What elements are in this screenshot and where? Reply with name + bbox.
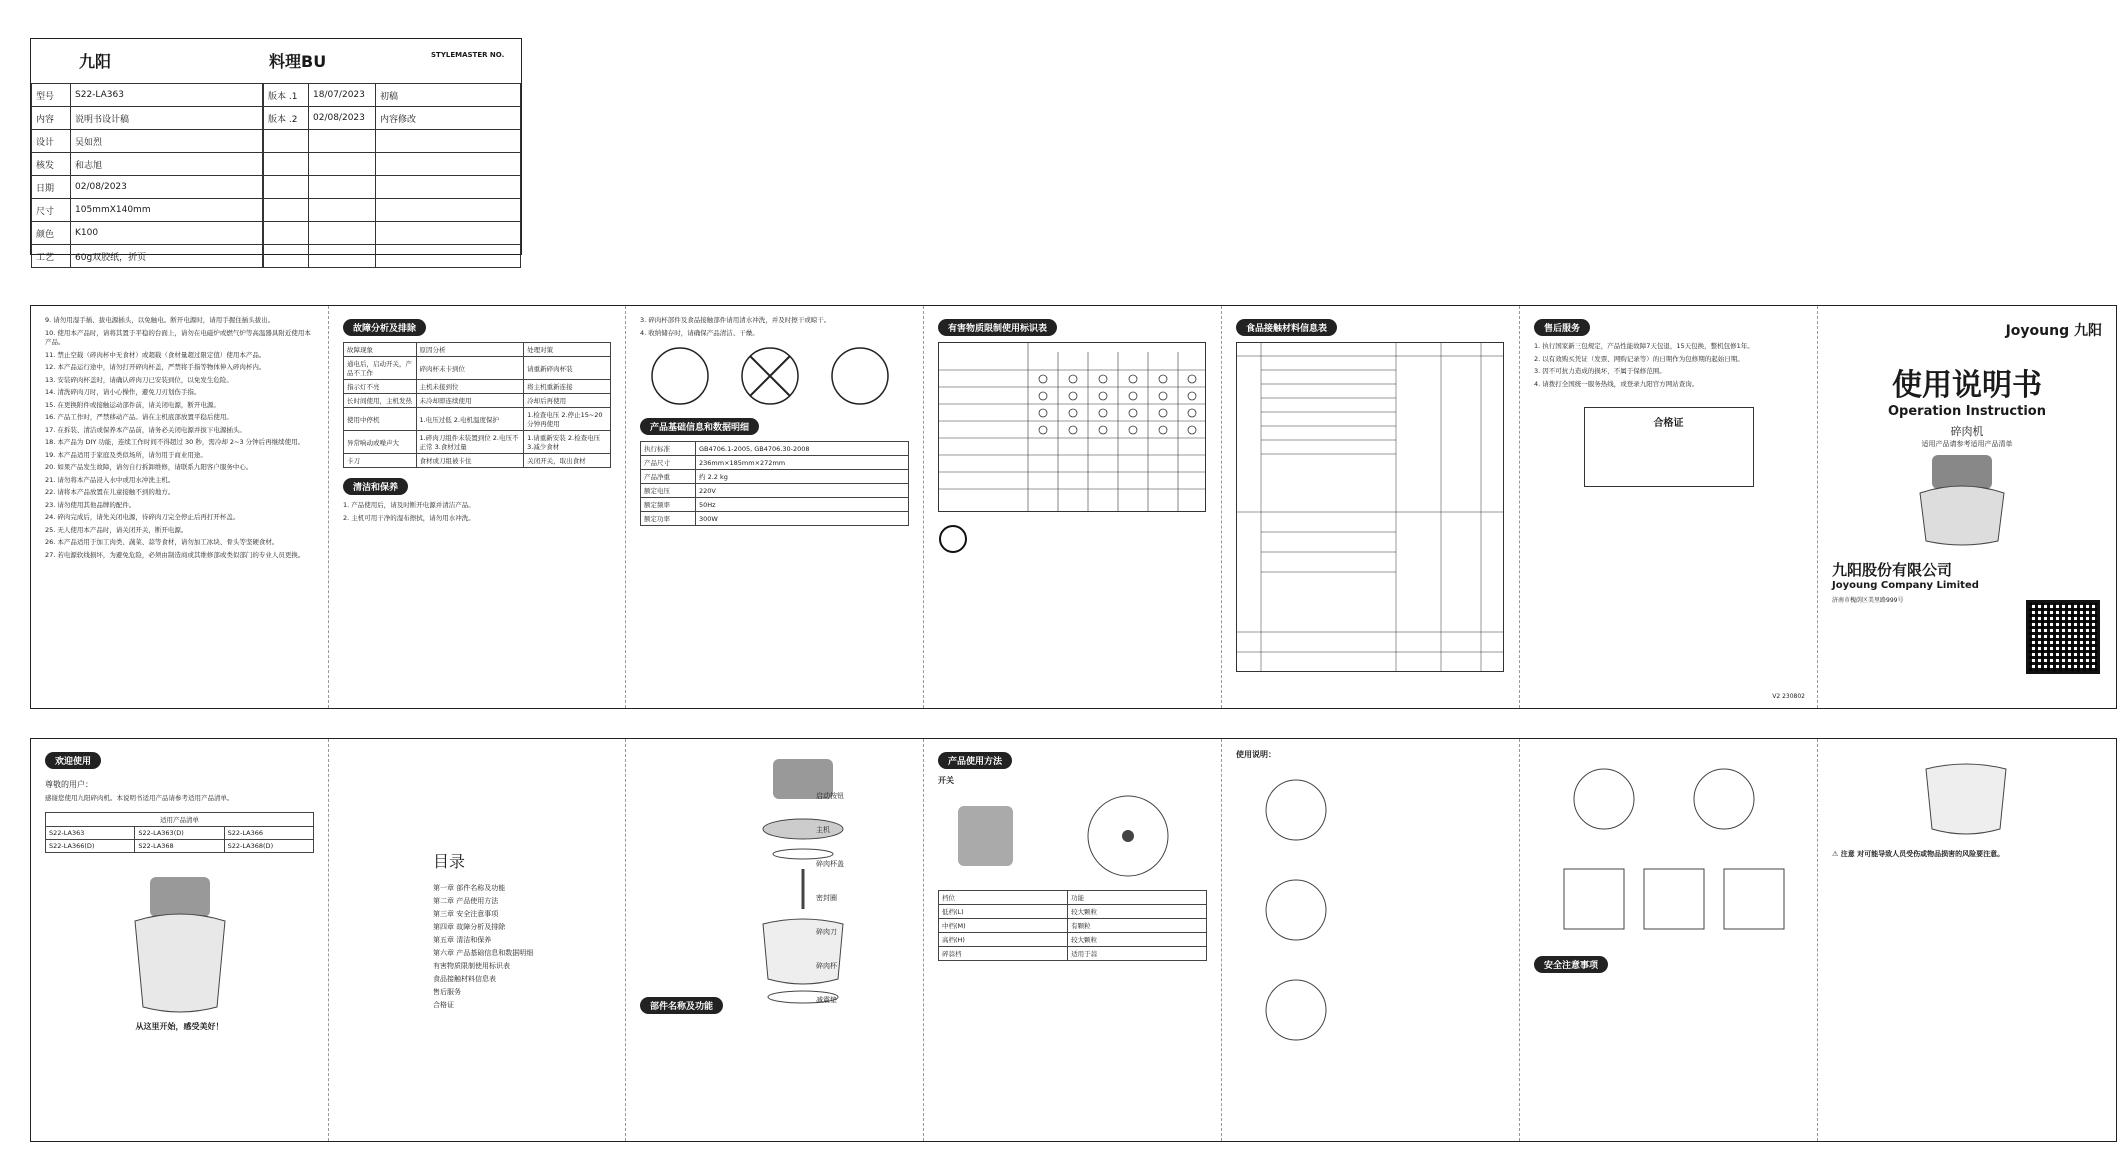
exploded-diagram xyxy=(728,749,898,1009)
company-en: Joyoung Company Limited xyxy=(1832,580,1979,591)
welcome-thanks: 从这里开始，感受美好！ xyxy=(135,1021,224,1031)
spec-label: 尺寸 xyxy=(32,199,71,222)
params-value: 236mm×185mm×272mm xyxy=(696,456,909,470)
switch-label: 开关 xyxy=(938,776,954,785)
fault-cell: 长时间使用，主机发热 xyxy=(344,394,417,408)
bottom-strip xyxy=(30,738,2117,1142)
spec-department: 料理BU xyxy=(269,52,327,71)
spec-table-right xyxy=(263,83,521,268)
warning-icon: ⚠ xyxy=(1832,850,1839,858)
service-title: 售后服务 xyxy=(1534,319,1590,336)
spec-brand: 九阳 xyxy=(79,52,112,71)
panel-usage xyxy=(924,739,1222,1141)
params-value: 约 2.2 kg xyxy=(696,470,909,484)
params-value: 300W xyxy=(696,512,909,526)
top-strip xyxy=(30,305,2117,709)
blade-illustration xyxy=(1832,749,2100,839)
params-title: 产品基础信息和数据明细 xyxy=(640,418,759,435)
spec-value: K100 xyxy=(71,222,263,245)
speed-cell: 中档(M) xyxy=(939,919,1068,933)
toc-title: 目录 xyxy=(433,852,466,871)
operation-illustration xyxy=(1534,749,1802,949)
warning-text: 注意 对可能导致人员受伤或物品损害的风险要注意。 xyxy=(1840,850,2005,858)
fault-cell: 食材或刀组被卡住 xyxy=(416,454,524,468)
spec-table-left xyxy=(31,83,263,268)
panel-hazard xyxy=(924,306,1222,708)
speed-cell: 适用于蒜 xyxy=(1068,947,1207,961)
doc-code: V2 230802 xyxy=(1772,693,1805,700)
spec-label: 内容 xyxy=(32,107,71,130)
toc-item[interactable]: 第三章 安全注意事项 xyxy=(433,910,499,918)
toc-item[interactable]: 售后服务 xyxy=(433,988,461,996)
toc-item[interactable]: 第一章 部件名称及功能 xyxy=(433,884,506,892)
panel-welcome: 欢迎使用 尊敬的用户： 感谢您使用九阳碎肉机。本说明书适用产品请参考适用产品清单。 适用产品清单 S22-LA363 S22-LA363(D) S22-LA366 S22-LA366(D) S22-LA368 S22-LA368(D) 从这里开始，感受美好！ xyxy=(31,739,329,1141)
fault-cell: 通电后，启动开关，产品不工作 xyxy=(344,357,417,380)
speed-cell: 低档(L) xyxy=(939,905,1068,919)
qr-code-icon xyxy=(2026,600,2100,674)
panel-service: 售后服务 1. 执行国家新三包规定，产品性能故障7天包退，15天包换，整机包修1年。 2. 以有效购买凭证（发票、网购记录等）的日期作为包修期的起始日期。 3. 因不可抗力造成的损坏，不属于保修范围。 4. 请拨打全国统一服务热线，或登录九阳官方网站查询。 合格证 V2 230802 xyxy=(1520,306,1818,708)
panel-params: 3. 碎肉杯部件及食品接触部件请用清水冲洗，并及时擦干或晾干。 4. 收纳储存时，请确保产品清洁、干燥。 产品基础信息和数据明细 执行标准 GB4706.1-2005, GB4706.30-2008 产品尺寸 236mm×185mm×272mm 产品净重 约 2.2 kg 额定电压 220V 额定频率 50Hz 额定功率 300W xyxy=(626,306,924,708)
fault-cell: 请重新碎肉杯装 xyxy=(524,357,611,380)
speed-header: 档位 xyxy=(939,891,1068,905)
part-label: 碎肉杯盖 xyxy=(816,860,844,868)
company-cn: 九阳股份有限公司 xyxy=(1832,561,1953,579)
spec-stylemaster: STYLEMASTER NO. xyxy=(431,51,505,59)
spec-value: S22-LA363 xyxy=(71,84,263,107)
fault-cell: 关闭开关，取出食材 xyxy=(524,454,611,468)
toc-item[interactable]: 第五章 清洁和保养 xyxy=(433,936,492,944)
model-cell: S22-LA368 xyxy=(135,839,224,852)
cover-product: 碎肉机 xyxy=(1950,425,1984,438)
spec-label: 工艺 xyxy=(32,245,71,268)
fault-header: 故障现象 xyxy=(344,343,417,357)
part-label: 减震垫 xyxy=(816,996,837,1004)
cover-en: Operation Instruction xyxy=(1887,404,2046,419)
speed-header: 功能 xyxy=(1068,891,1207,905)
params-label: 额定电压 xyxy=(641,484,696,498)
params-label: 产品尺寸 xyxy=(641,456,696,470)
version-date: 18/07/2023 xyxy=(309,84,376,107)
clean-illustrations xyxy=(640,341,900,411)
eco-mark-icon xyxy=(938,524,968,554)
params-value: GB4706.1-2005, GB4706.30-2008 xyxy=(696,442,909,456)
food-title: 食品接触材料信息表 xyxy=(1236,319,1337,336)
part-label: 启动按钮 xyxy=(816,792,844,800)
spec-label: 型号 xyxy=(32,84,71,107)
speed-table xyxy=(938,890,1207,961)
model-cell: S22-LA368(D) xyxy=(224,839,313,852)
panel-toc xyxy=(329,739,626,1141)
cover-title: 使用说明书 xyxy=(1892,368,2042,403)
usage-steps-label: 使用说明： xyxy=(1236,750,1276,759)
params-label: 执行标准 xyxy=(641,442,696,456)
spec-value: 02/08/2023 xyxy=(71,176,263,199)
clean-title: 清洁和保养 xyxy=(343,478,408,495)
panel-fault: 故障分析及排除 故障现象 原因分析 处理对策 通电后，启动开关，产品不工作 碎肉杯未卡到位 请重新碎肉杯装 指示灯不亮 主机未接到位 将主机重新连接 长时间使用，主机发热 未冷却即连续使用 冷却后再使用 使用中停机 1.电压过低 2.电机温度保护 1.检查电压 2.停止15~20分钟再使用 异常响动或噪声大 1.碎肉刀组件未装置到位 2.电压不正常 3.食材过量 1.请重新安装 2.检查电压 3.减少食材 卡刀 食材或刀组被卡住 关闭开关，取出食材 清洁和保养 1. 产品使用后，请及时断开电源并清洁产品。 2. 主机可用干净的湿布擦拭，请勿用水冲洗。 xyxy=(329,306,626,708)
models-header: 适用产品清单 xyxy=(46,812,314,826)
fault-header: 原因分析 xyxy=(416,343,524,357)
part-label: 主机 xyxy=(816,826,830,834)
panel-safety-intro xyxy=(1520,739,1818,1141)
panel-warnings xyxy=(1818,739,2116,1141)
cover-models: 适用产品请参考适用产品清单 xyxy=(1921,440,2013,448)
fault-cell: 碎肉杯未卡到位 xyxy=(416,357,524,380)
parts-title: 部件名称及功能 xyxy=(640,997,723,1014)
fault-cell: 1.检查电压 2.停止15~20分钟再使用 xyxy=(524,408,611,431)
speed-cell: 有颗粒 xyxy=(1068,919,1207,933)
part-label: 碎肉刀 xyxy=(816,928,837,936)
version-date: 02/08/2023 xyxy=(309,107,376,130)
spec-value: 105mmX140mm xyxy=(71,199,263,222)
speed-cell: 较大颗粒 xyxy=(1068,933,1207,947)
fault-cell: 冷却后再使用 xyxy=(524,394,611,408)
hazard-table-grid xyxy=(938,342,1206,512)
spec-value: 吴如烈 xyxy=(71,130,263,153)
cover-brand: Joyoung 九阳 xyxy=(2005,323,2102,339)
warning-note xyxy=(1832,849,2102,859)
models-table xyxy=(45,812,314,853)
model-cell: S22-LA363(D) xyxy=(135,826,224,839)
model-cell: S22-LA366 xyxy=(224,826,313,839)
model-cell: S22-LA366(D) xyxy=(46,839,135,852)
toc-item[interactable]: 食品接触材料信息表 xyxy=(433,975,496,983)
version-note: 内容修改 xyxy=(376,107,521,130)
panel-notes: 9. 请勿用湿手插、拔电源插头，以免触电。断开电源时，请用手握住插头拔出。 10. 使用本产品时，请将其置于平稳的台面上，请勿在电磁炉或燃气炉等高温器具附近使用本产品。 11. 禁止空载（碎肉杯中无食材）或超载（食材量超过限定值）使用本产品。 12. 本产品运行途中，请勿打开碎肉杯盖，严禁将手指等物体伸入碎肉杯内。 13. 安装碎肉杯盖时，请确认碎肉刀已安装到位，以免发生危险。 14. 清洗碎肉刀时，请小心操作，避免刀刃划伤手指。 15. 在更换附件或接触运动部件前，请关闭电源，断开电源。 16. 产品工作时，严禁移动产品。请在主机底部放置平稳后使用。 17. 在拆装、清洁或保养本产品前，请务必关闭电源并拔下电源插头。 18. 本产品为 DIY 功能，连续工作时间不得超过 30 秒，需冷却 2~3 分钟后再继续使用。 19. 本产品适用于家庭及类似场所，请勿用于商业用途。 20. 如果产品发生故障，请勿自行拆卸维修，请联系九阳客户服务中心。 21. 请勿将本产品浸入水中或用水冲洗主机。 22. 请将本产品放置在儿童接触不到的地方。 23. 请勿使用其他品牌的配件。 24. 碎肉完成后，请先关闭电源，待碎肉刀完全停止后再打开杯盖。 25. 无人使用本产品时，请关闭开关，断开电源。 26. 本产品适用于加工肉类、蔬菜、蒜等食材，请勿加工冰块、骨头等坚硬食材。 27. 若电源软线损坏，为避免危险，必须由制造商或其维修部或类似部门的专业人员更换。 xyxy=(31,306,329,708)
speed-cell: 较大颗粒 xyxy=(1068,905,1207,919)
fault-cell: 主机未接到位 xyxy=(416,380,524,394)
spec-label: 核发 xyxy=(32,153,71,176)
certificate-title: 合格证 xyxy=(1653,418,1684,429)
fault-cell: 将主机重新连接 xyxy=(524,380,611,394)
fault-cell: 使用中停机 xyxy=(344,408,417,431)
product-illustration xyxy=(45,867,315,1017)
spec-label: 设计 xyxy=(32,130,71,153)
toc-item[interactable]: 第六章 产品基础信息和数据明细 xyxy=(433,949,534,957)
fault-header: 处理对策 xyxy=(524,343,611,357)
safety-title: 安全注意事项 xyxy=(1534,956,1608,973)
model-cell: S22-LA363 xyxy=(46,826,135,839)
fault-cell: 1.电压过低 2.电机温度保护 xyxy=(416,408,524,431)
fault-cell: 异常响动或噪声大 xyxy=(344,431,417,454)
spec-sheet xyxy=(30,38,522,263)
spec-label: 日期 xyxy=(32,176,71,199)
welcome-greeting: 尊敬的用户： xyxy=(45,780,93,789)
welcome-title: 欢迎使用 xyxy=(45,752,101,769)
params-value: 50Hz xyxy=(696,498,909,512)
usage-steps-illustration xyxy=(1236,760,1504,1100)
fault-cell: 1.碎肉刀组件未装置到位 2.电压不正常 3.食材过量 xyxy=(416,431,524,454)
food-table-grid xyxy=(1236,342,1504,672)
certificate-box xyxy=(1584,407,1754,487)
panel-cover xyxy=(1818,306,2116,708)
spec-value: 和志旭 xyxy=(71,153,263,176)
spec-label: 颜色 xyxy=(32,222,71,245)
fault-cell: 指示灯不亮 xyxy=(344,380,417,394)
fault-cell: 未冷却即连续使用 xyxy=(416,394,524,408)
switch-diagram xyxy=(938,786,1208,886)
speed-cell: 高档(H) xyxy=(939,933,1068,947)
params-label: 额定频率 xyxy=(641,498,696,512)
fault-cell: 1.请重新安装 2.检查电压 3.减少食材 xyxy=(524,431,611,454)
hazard-title: 有害物质限制使用标识表 xyxy=(938,319,1057,336)
params-value: 220V xyxy=(696,484,909,498)
part-label: 密封圈 xyxy=(816,894,837,902)
panel-usage-steps xyxy=(1222,739,1520,1141)
spec-value: 60g双胶纸，折页 xyxy=(71,245,263,268)
fault-cell: 卡刀 xyxy=(344,454,417,468)
panel-food xyxy=(1222,306,1520,708)
part-label: 碎肉杯 xyxy=(816,962,837,970)
spec-value: 说明书设计稿 xyxy=(71,107,263,130)
version-label: 版本 .2 xyxy=(264,107,309,130)
params-label: 产品净重 xyxy=(641,470,696,484)
speed-cell: 碎蒜档 xyxy=(939,947,1068,961)
chopper-illustration xyxy=(1832,449,2102,549)
company-address: 济南市槐荫区美里路999号 xyxy=(1832,597,1904,604)
fault-table xyxy=(343,342,611,468)
params-label: 额定功率 xyxy=(641,512,696,526)
toc-item[interactable]: 第二章 产品使用方法 xyxy=(433,897,499,905)
params-table xyxy=(640,441,909,526)
version-label: 版本 .1 xyxy=(264,84,309,107)
toc-item[interactable]: 合格证 xyxy=(433,1001,454,1009)
fault-title: 故障分析及排除 xyxy=(343,319,426,336)
toc-item[interactable]: 有害物质限制使用标识表 xyxy=(433,962,510,970)
toc-item[interactable]: 第四章 故障分析及排除 xyxy=(433,923,506,931)
panel-parts xyxy=(626,739,924,1141)
version-note: 初稿 xyxy=(376,84,521,107)
usage-title: 产品使用方法 xyxy=(938,752,1012,769)
